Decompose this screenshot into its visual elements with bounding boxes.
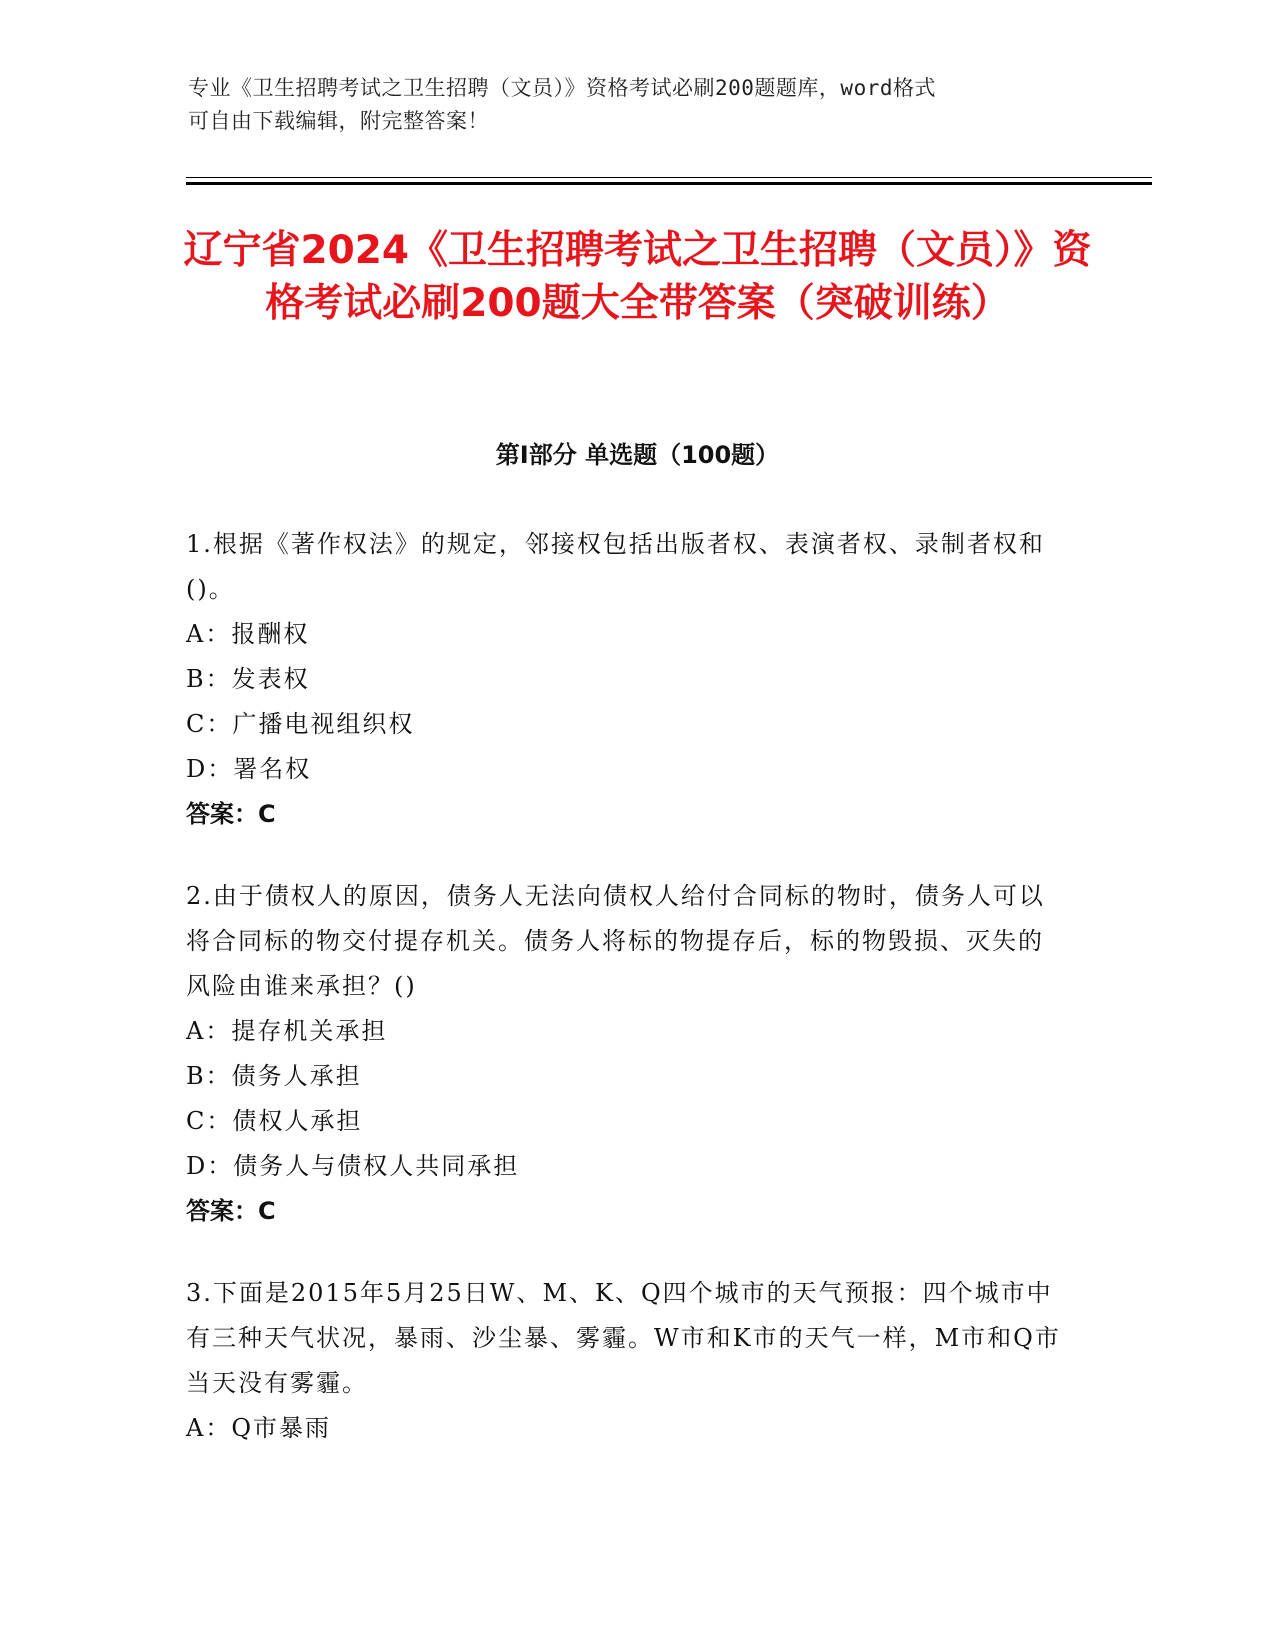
answer: 答案：C: [186, 800, 276, 828]
option-a: A：报酬权: [186, 620, 310, 648]
question-stem: 1.根据《著作权法》的规定，邻接权包括出版者权、表演者权、录制者权和()。: [186, 530, 1045, 603]
answer: 答案：C: [186, 1197, 276, 1225]
document-title: 辽宁省2024《卫生招聘考试之卫生招聘（文员）》资格考试必刷200题大全带答案（突破训练）: [183, 228, 1092, 326]
header-note: [188, 72, 1088, 138]
question-1: [186, 522, 1066, 837]
option-b: B：发表权: [186, 665, 310, 693]
question-list: [186, 522, 1066, 1488]
option-d: D：债务人与债权人共同承担: [186, 1152, 520, 1180]
option-c: C：广播电视组织权: [186, 710, 415, 738]
header-divider-thin: [186, 177, 1152, 178]
option-c: C：债权人承担: [186, 1107, 363, 1135]
option-a: A：Q市暴雨: [186, 1414, 332, 1442]
option-a: A：提存机关承担: [186, 1017, 388, 1045]
header-note-line-2: 可自由下载编辑，附完整答案！: [188, 109, 489, 133]
question-2: [186, 874, 1066, 1234]
option-d: D：署名权: [186, 755, 312, 783]
header-note-line-1: 专业《卫生招聘考试之卫生招聘（文员）》资格考试必刷200题题库，word格式: [188, 76, 936, 100]
section-heading: 第Ⅰ部分 单选题（100题）: [495, 441, 780, 469]
question-stem: 2.由于债权人的原因，债务人无法向债权人给付合同标的物时，债务人可以将合同标的物交付提存机关。债务人将标的物提存后，标的物毁损、灭失的风险由谁来承担？(): [186, 882, 1045, 1000]
option-b: B：债务人承担: [186, 1062, 362, 1090]
header-divider-thick: [186, 182, 1152, 185]
question-3: [186, 1271, 1066, 1451]
question-stem: 3.下面是2015年5月25日W、M、K、Q四个城市的天气预报：四个城市中有三种天气状况，暴雨、沙尘暴、雾霾。W市和K市的天气一样，M市和Q市当天没有雾霾。: [186, 1279, 1061, 1397]
